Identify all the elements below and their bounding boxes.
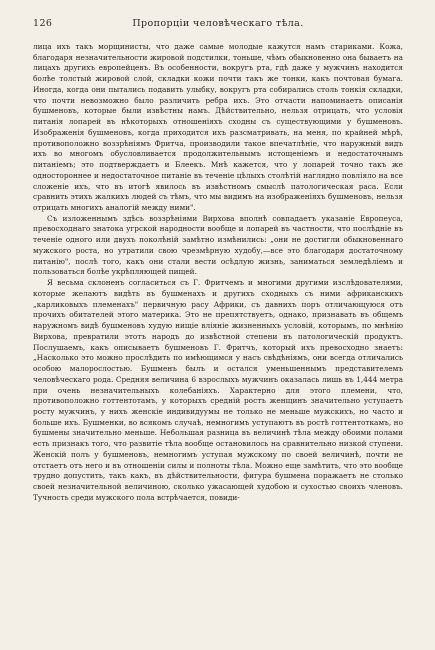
page-header <box>33 18 403 34</box>
page-number: 126 <box>33 18 53 29</box>
body-text <box>33 42 403 504</box>
paragraph: Я весьма склоненъ согласиться съ Г. Фритчемъ и многими другими изслѣдователями, которые желаютъ видѣть въ бушменахъ и другихъ сходныхъ съ ними африканскихъ „карликовыхъ племенахъ" первичную расу Африки, съ давнихъ поръ отличающуюся отъ прочихъ обитателей этого материка. Это не препятствуетъ, однако, признавать въ общемъ наружномъ видѣ бушменовъ худую нищіе вліяніе жизненныхъ условій, которымъ, по мнѣнію Вирхова, превратили этотъ народъ до извѣстной степени въ патологическій продуктъ. Послушаемъ, какъ описываетъ бушменовъ Г. Фритчъ, который ихъ превосходно знаетъ: „Насколько это можно прослѣдить по имѣющимся у насъ свѣдѣніямъ, они всегда отличались особою малорослостью. Бушменъ былъ и остался уменьшеннымъ представителемъ человѣческаго рода. Средняя величина 6 взрослыхъ мужчинъ оказалась лишь въ 1,444 метра при очень незначительныхъ колебаніяхъ. Характерно для этого племени, что, противоположно готтентотамъ, у которыхъ средній ростъ женщинъ значительно уступаетъ росту мужчинъ, у нихъ женскіе индивидуумы не только не меньше мужскихъ, но часто и больше ихъ. Бушменки, во всякомъ случаѣ, немногимъ уступаютъ въ ростѣ готтентоткамъ, но бушмены значительно меньше. Небольшая разница въ величинѣ тѣла между обоими полами есть признакъ того, что развитіе тѣла вообще остановилось на сравнительно низкой ступени. Женскій полъ у бушменовъ, немногимъ уступая мужскому по своей величинѣ, почти не отстаетъ отъ него и въ отношеніи силы и полноты тѣла. Можно еще замѣтить, что это вообще трудно допустить, такъ какъ, въ дѣйствительности, фигура бушмена поражаетъ не столько своей незначительной величиною, сколько ужасающей худобою и сухостью своихъ членовъ. Тучность среди мужского пола встрѣчается, повиди- <box>33 278 403 502</box>
paragraph: лица ихъ такъ морщинисты, что даже самые молодые кажутся намъ стариками. Кожа, благодаря незначительности жировой подстилки, тоньше, чѣмъ обыкновенно она бываетъ на лицахъ другихъ европейцевъ. Въ особенности, вокругъ рта, гдѣ даже у мужчинъ находится болѣе толстый жировой слой, складки кожи почти такъ же тонки, какъ почтовая бумага. Иногда, когда они пытались подавить улыбку, вокругъ рта собирались столь тонкія складки, что почти невозможно было различить ребра ихъ. Это отчасти напоминаетъ описанія бушменовъ, которые были извѣстны намъ. Дѣйствительно, нельзя отрицать, что условія питанія лопарей въ нѣкоторыхъ отношеніяхъ сходны съ существующими у бушменовъ. Изображенія бушменовъ, когда приходится ихъ разсматривать, на меня, по крайней мѣрѣ, противоположно воззрѣніямъ Фритча, производили такое впечатлѣніе, что наружный видъ ихъ во многомъ обусловливается продолжительнымъ истощеніемъ и недостаточнымъ питаніемъ; это подтверждаетъ и Блеекъ. Мнѣ кажется, что у лопарей точно такъ же одностороннее и недостаточное питаніе въ теченіе цѣлыхъ столѣтій наглядно повліяло на все сложеніе ихъ, что въ итогѣ явилось въ извѣстномъ смыслѣ патологическая раса. Если сравнить этихъ жалкихъ людей съ тѣмъ, что мы видимъ на изображеніяхъ бушменовъ, нельзя отрицать многихъ аналогій между ними". <box>33 42 403 213</box>
running-title: Пропорціи человѣческаго тѣла. <box>132 18 304 29</box>
paragraph: Съ изложеннымъ здѣсь воззрѣніями Вирхова вполнѣ совпадаетъ указаніе Европеуса, превосходнаго знатока угрской народности вообще и лопарей въ частности, что послѣдніе въ теченіе одного или двухъ поколѣній замѣтно измѣнились: „они не достигли обыкновеннаго мужского роста, но утратили свою чрезмѣрную худобу,—все это благодаря достаточному питанію", послѣ того, какъ они стали вести осѣдлую жизнь, заниматься земледѣліемъ и пользоваться болѣе укрѣпляющей пищей. <box>33 213 403 277</box>
